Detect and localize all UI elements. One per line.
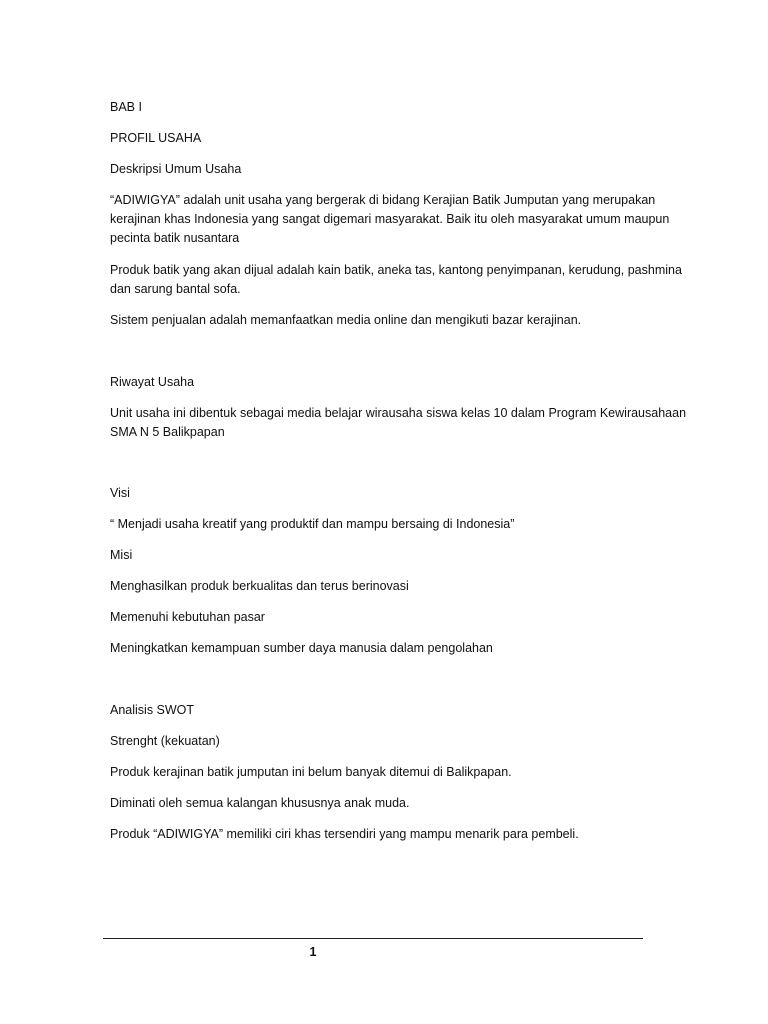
visi-heading: Visi [110,486,130,500]
swot-item: Produk kerajinan batik jumputan ini belum banyak ditemui di Balikpapan. [110,765,512,779]
page-number: 1 [309,945,317,959]
misi-heading: Misi [110,548,133,562]
misi-item: Menghasilkan produk berkualitas dan terus berinovasi [110,579,409,593]
footer-divider [103,938,643,939]
deskripsi-paragraph-1: “ADIWIGYA” adalah unit usaha yang bergerak di bidang Kerajian Batik Jumputan yang merupakan kerajinan khas Indonesia yang sangat digemari masyarakat. Baik itu oleh masyarakat umum maupun pecinta batik nusantara [110,193,670,245]
swot-subheading: Strenght (kekuatan) [110,734,220,748]
deskripsi-paragraph-2: Produk batik yang akan dijual adalah kain batik, aneka tas, kantong penyimpanan, kerudung, pashmina dan sarung bantal sofa. [110,263,682,296]
riwayat-paragraph: Unit usaha ini dibentuk sebagai media belajar wirausaha siswa kelas 10 dalam Program Kewirausahaan SMA N 5 Balikpapan [110,406,687,439]
swot-heading: Analisis SWOT [110,703,195,717]
swot-item: Diminati oleh semua kalangan khususnya anak muda. [110,796,410,810]
swot-item: Produk “ADIWIGYA” memiliki ciri khas tersendiri yang mampu menarik para pembeli. [110,827,579,841]
chapter-title: PROFIL USAHA [110,131,202,145]
riwayat-heading: Riwayat Usaha [110,375,195,389]
visi-text: “ Menjadi usaha kreatif yang produktif dan mampu bersaing di Indonesia” [110,517,515,531]
misi-item: Memenuhi kebutuhan pasar [110,610,265,624]
chapter-label: BAB I [110,100,142,114]
deskripsi-heading: Deskripsi Umum Usaha [110,162,242,176]
deskripsi-paragraph-3: Sistem penjualan adalah memanfaatkan media online dan mengikuti bazar kerajinan. [110,313,582,327]
misi-item: Meningkatkan kemampuan sumber daya manusia dalam pengolahan [110,641,493,655]
